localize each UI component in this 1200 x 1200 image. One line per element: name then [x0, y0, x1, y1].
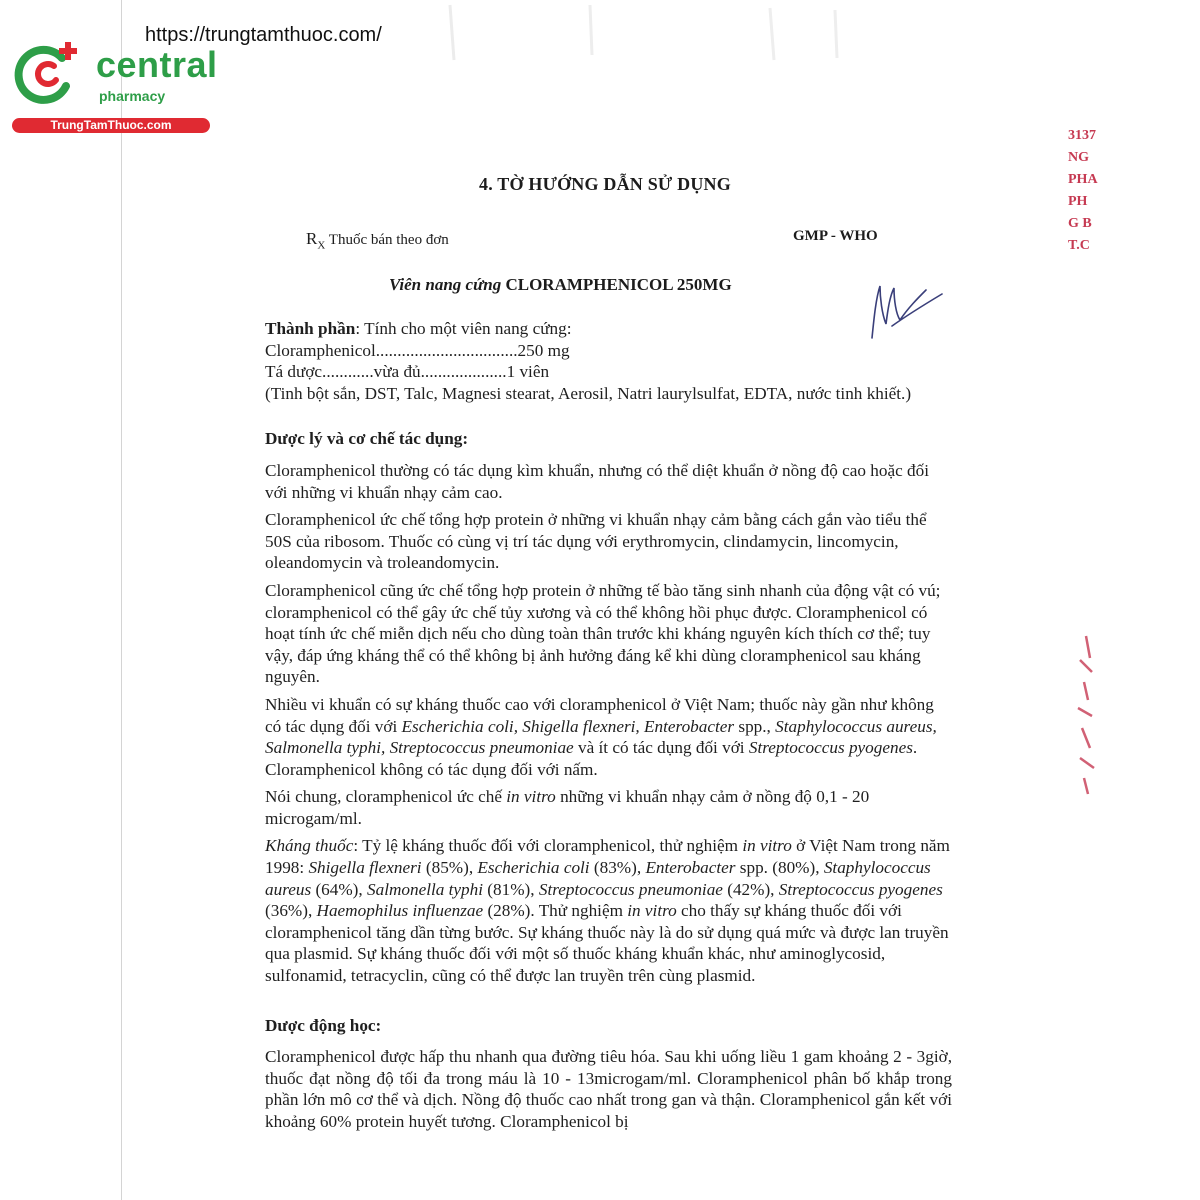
composition-heading-line: Thành phần: Tính cho một viên nang cứng: — [265, 319, 572, 338]
pharmacology-paragraph: Nói chung, cloramphenicol ức chế in vitro những vi khuẩn nhạy cảm ở nồng độ 0,1 - 20 microgam/ml. — [265, 787, 870, 828]
brand-subtitle: pharmacy — [99, 88, 166, 104]
composition-line: Cloramphenicol.................................250 mg — [265, 340, 570, 360]
composition-excipients: (Tinh bột sắn, DST, Talc, Magnesi stearat, Aerosil, Natri laurylsulfat, EDTA, nước tinh khiết.) — [265, 383, 912, 403]
rx-text: Thuốc bán theo đơn — [328, 232, 449, 248]
pharmacokinetics-heading: Dược động học: — [265, 1015, 382, 1035]
watermark-url: https://trungtamthuoc.com/ — [145, 24, 382, 46]
document-body — [265, 318, 952, 1133]
stamp-line: PH — [1068, 194, 1088, 209]
composition-heading: Thành phần — [265, 319, 356, 338]
brand-band: TrungTamThuoc.com — [12, 118, 210, 133]
product-form: Viên nang cứng — [389, 275, 502, 294]
scan-artifacts — [440, 0, 860, 70]
pharmacology-paragraph: Cloramphenicol ức chế tổng hợp protein ở những vi khuẩn nhạy cảm bằng cách gắn vào tiểu thể 50S của ribosom. Thuốc có cùng vị trí tác dụng với erythromycin, clindamycin, lincomycin, oleandomycin và troleandomycin. — [265, 510, 927, 573]
document-title: 4. TỜ HƯỚNG DẪN SỬ DỤNG — [479, 174, 731, 194]
pharmacology-paragraph: Cloramphenicol cũng ức chế tổng hợp protein ở những tế bào tăng sinh nhanh của động vật có vú; cloramphenicol có thể gây ức chế tủy xương và có thể không hồi phục được. Cloramphenicol có hoạt tính ức chế miễn dịch nếu cho dùng toàn thân trước khi kháng nguyên kích thích cơ thể; tuy vậy, đáp ứng kháng thể có thể không bị ảnh hưởng đáng kể khi dùng cloramphenicol sau kháng nguyên. — [265, 580, 941, 687]
prescription-note — [306, 229, 449, 251]
pharmacology-paragraph: Cloramphenicol thường có tác dụng kìm khuẩn, nhưng có thể diệt khuẩn ở nồng độ cao hoặc đối với những vi khuẩn nhạy cảm cao. — [265, 460, 930, 502]
red-seal-fragment — [1072, 630, 1098, 800]
pharmacokinetics-paragraph: Cloramphenicol được hấp thu nhanh qua đường tiêu hóa. Sau khi uống liều 1 gam khoảng 2 - 3giờ, thuốc đạt nồng độ tối đa trong máu là 10 - 13microgam/ml. Cloramphenicol phân bố khắp trong phần lớn mô cơ thể và dịch. Nồng độ thuốc cao nhất trong gan và thận. Cloramphenicol gắn kết với khoảng 60% protein huyết tương. Cloramphenicol bị — [265, 1047, 952, 1131]
brand-name: central — [96, 44, 218, 85]
gmp-label: GMP - WHO — [793, 228, 878, 244]
central-pharmacy-logo — [10, 38, 218, 138]
pharmacy-cross-icon — [10, 38, 80, 108]
stamp-line: T.C — [1068, 238, 1090, 253]
resistance-paragraph: Kháng thuốc: Tỷ lệ kháng thuốc đối với cloramphenicol, thử nghiệm in vitro ở Việt Nam trong năm 1998: Shigella flexneri (85%), Escherichia coli (83%), Enterobacter spp. (80%), Staphylococcus aureus (64%), Salmonella typhi (81%), Streptococcus pneumoniae (42%), Streptococcus pyogenes (36%), Haemophilus influenzae (28%). Thử nghiệm in vitro cho thấy sự kháng thuốc đối với cloramphenicol tăng dần từng bước. Sự kháng thuốc này là do sử dụng quá mức và được lan truyền qua plasmid. Sự kháng thuốc đối với một số thuốc kháng khuẩn khác, như aminoglycosid, sulfonamid, tetracyclin, cũng có thể được lan truyền trên cùng plasmid. — [265, 836, 950, 986]
stamp-line: NG — [1068, 150, 1089, 165]
composition-line: Tá dược............vừa đủ....................1 viên — [265, 362, 550, 382]
pharmacology-paragraph: Nhiều vi khuẩn có sự kháng thuốc cao với cloramphenicol ở Việt Nam; thuốc này gần như không có tác dụng đối với Escherichia coli, Shigella flexneri, Enterobacter spp., Staphylococcus aureus, Salmonella typhi, Streptococcus pneumoniae và ít có tác dụng đối với Streptococcus pyogenes. Cloramphenicol không có tác dụng đối với nấm. — [265, 694, 937, 779]
product-name: CLORAMPHENICOL 250MG — [505, 275, 732, 294]
rx-symbol: $R_X$ — [306, 229, 326, 252]
stamp-line: PHA — [1068, 172, 1098, 187]
red-stamp-edge — [1068, 125, 1100, 295]
stamp-line: G B — [1068, 216, 1092, 231]
stamp-line: 3137 — [1068, 128, 1096, 143]
pharmacology-heading: Dược lý và cơ chế tác dụng: — [265, 429, 469, 449]
product-title — [389, 275, 732, 295]
scan-edge-line — [121, 0, 122, 1200]
